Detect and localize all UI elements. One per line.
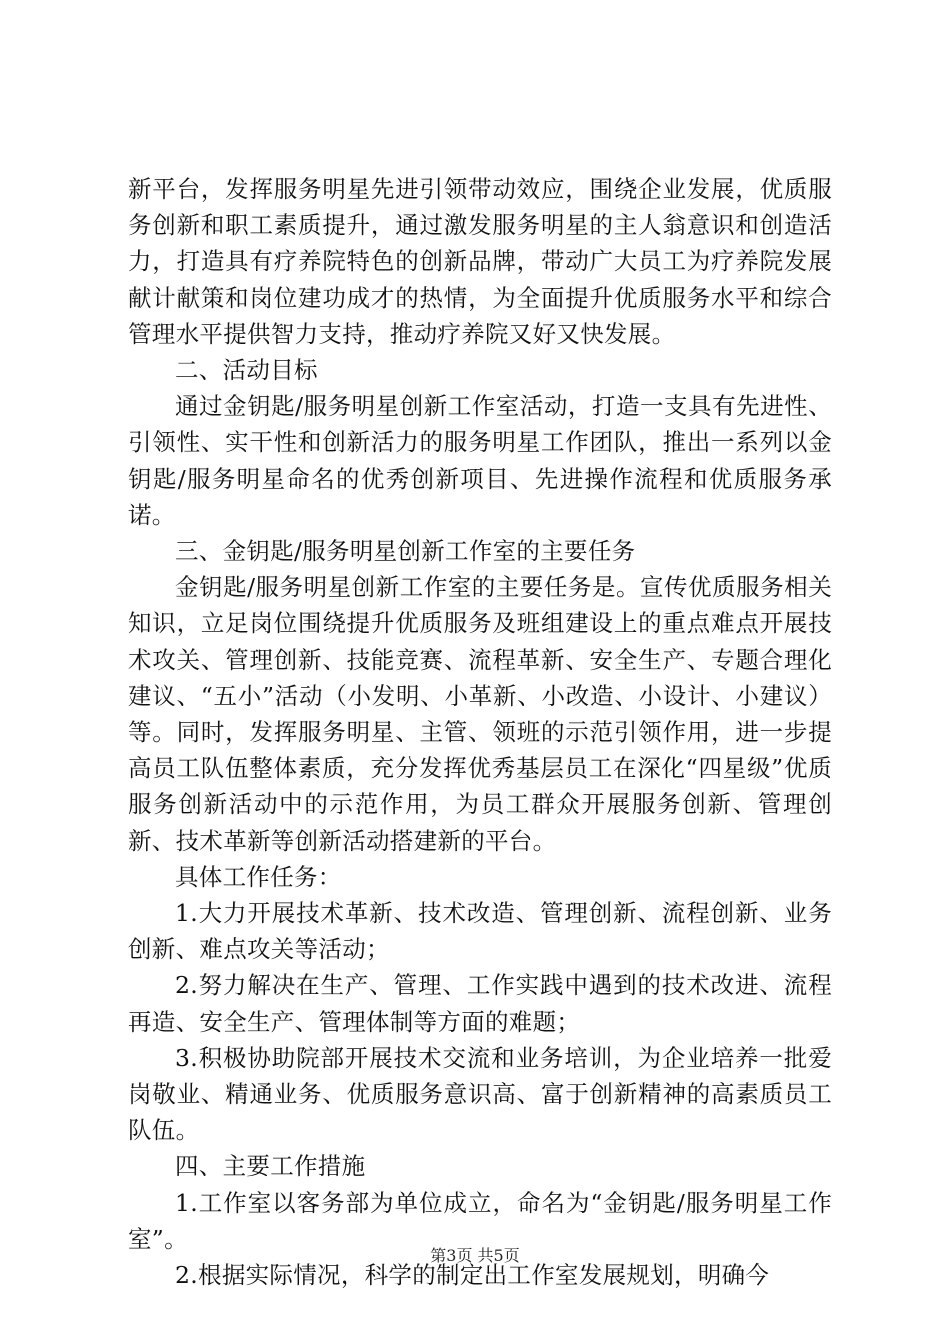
heading-work-measures: 四、主要工作措施 — [175, 1152, 366, 1181]
list-item-measure-2: 2.根据实际情况，科学的制定出工作室发展规划，明确今 — [175, 1261, 770, 1290]
list-item-measure-1: 1.工作室以客务部为单位成立，命名为“金钥匙/服务明星工作室”。 — [128, 1188, 832, 1253]
list-item-task-1: 1.大力开展技术革新、技术改造、管理创新、流程创新、业务创新、难点攻关等活动； — [128, 899, 832, 964]
paragraph-main-tasks: 金钥匙/服务明星创新工作室的主要任务是。宣传优质服务相关知识，立足岗位围绕提升优质服务及班组建设上的重点难点开展技术攻关、管理创新、技能竞赛、流程革新、安全生产、专题合理化建议、“五小”活动（小发明、小革新、小改造、小设计、小建议）等。同时，发挥服务明星、主管、领班的示范引领作用，进一步提高员工队伍整体素质，充分发挥优秀基层员工在深化“四星级”优质服务创新活动中的示范作用，为员工群众开展服务创新、管理创新、技术革新等创新活动搭建新的平台。 — [128, 573, 832, 855]
heading-activity-goals: 二、活动目标 — [175, 356, 318, 385]
document-body — [128, 171, 832, 1293]
paragraph-intro: 新平台，发挥服务明星先进引领带动效应，围绕企业发展，优质服务创新和职工素质提升，通过激发服务明星的主人翁意识和创造活力，打造具有疗养院特色的创新品牌，带动广大员工为疗养院发展献计献策和岗位建功成才的热情，为全面提升优质服务水平和综合管理水平提供智力支持，推动疗养院又好又快发展。 — [128, 175, 832, 348]
heading-specific-tasks: 具体工作任务： — [175, 862, 342, 891]
heading-main-tasks: 三、金钥匙/服务明星创新工作室的主要任务 — [175, 537, 636, 566]
page-number-footer: 第3页 共5页 — [430, 1246, 520, 1265]
list-item-task-3: 3.积极协助院部开展技术交流和业务培训，为企业培养一批爱岗敬业、精通业务、优质服务意识高、富于创新精神的高素质员工队伍。 — [128, 1043, 832, 1145]
paragraph-goals: 通过金钥匙/服务明星创新工作室活动，打造一支具有先进性、引领性、实干性和创新活力的服务明星工作团队，推出一系列以金钥匙/服务明星命名的优秀创新项目、先进操作流程和优质服务承诺。 — [128, 392, 832, 529]
list-item-task-2: 2.努力解决在生产、管理、工作实践中遇到的技术改进、流程再造、安全生产、管理体制等方面的难题； — [128, 971, 832, 1036]
